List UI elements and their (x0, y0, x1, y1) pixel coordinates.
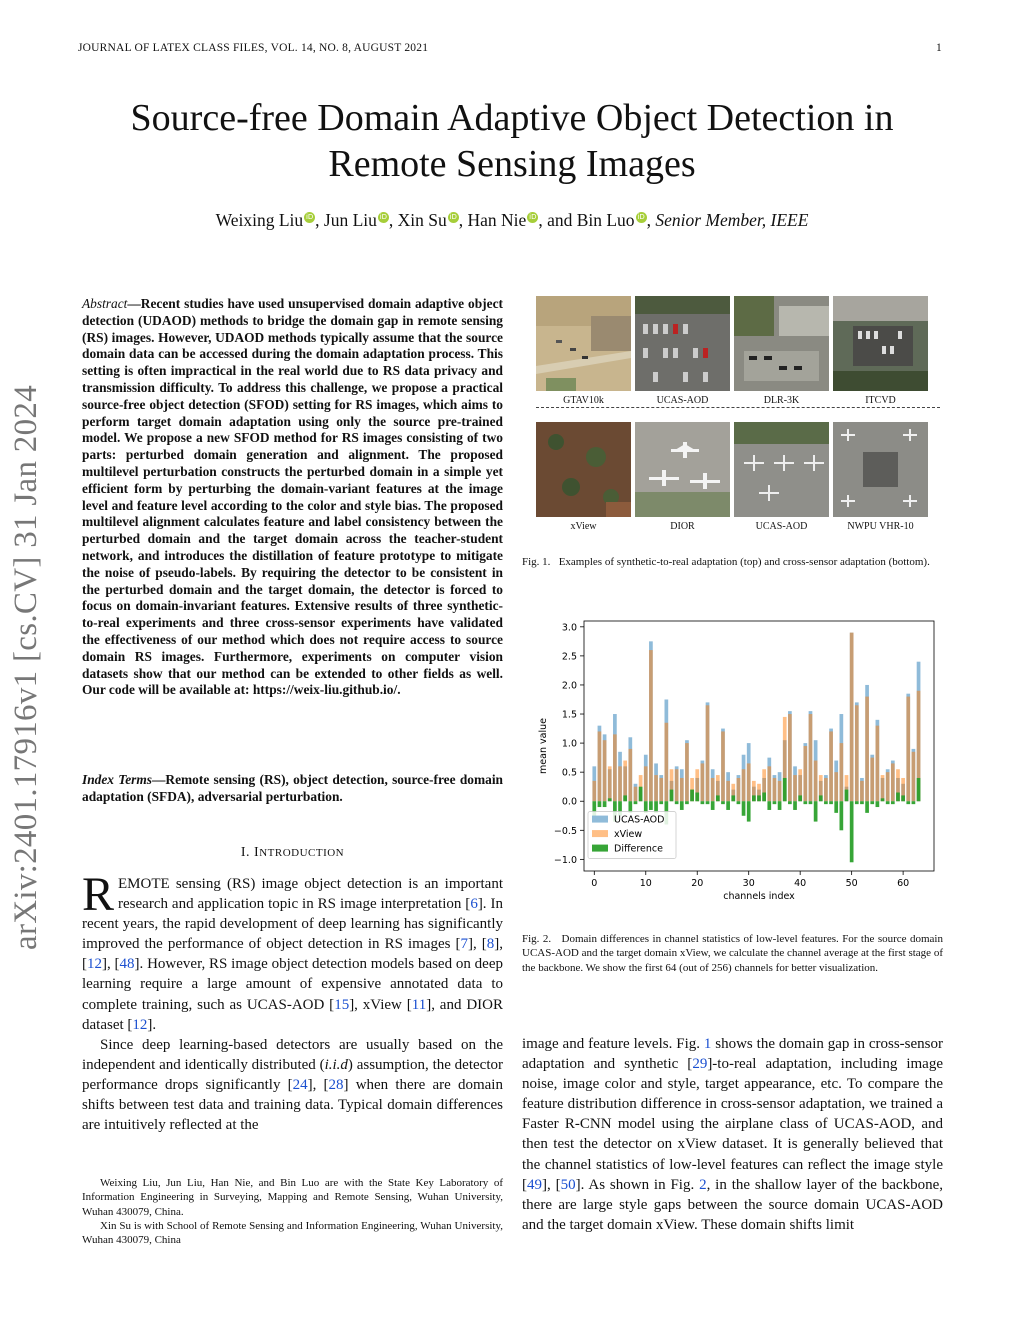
intro-paragraph-2 (82, 1035, 503, 1135)
y-tick-label: 2.5 (561, 651, 577, 663)
image-label: NWPU VHR-10 (847, 521, 914, 532)
legend-label: xView (614, 829, 643, 841)
bar-xview-53 (865, 697, 869, 802)
satellite-image-nwpu-vhr-10 (833, 422, 928, 517)
orcid-icon[interactable]: iD (637, 213, 645, 222)
text: ], [ (542, 1176, 561, 1193)
bar-xview-26 (726, 781, 730, 801)
bar-xview-21 (701, 763, 705, 801)
citation-link[interactable]: 24 (292, 1076, 308, 1093)
caption-text: Domain differences in channel statistics of low-level features. For the source domain UCAS-AOD and the target domain xView, we calculate the channel average at the first stage of the backbone. We show the first 64 (out of 256) channels for better visualization. (522, 933, 943, 974)
page-number: 1 (936, 42, 942, 54)
bar-difference-8 (634, 801, 638, 804)
bar-xview-0 (592, 781, 596, 801)
footnote (82, 1176, 503, 1247)
y-tick-label: 2.0 (561, 680, 577, 692)
bar-difference-49 (845, 790, 849, 802)
bar-difference-40 (798, 795, 802, 801)
bar-difference-18 (685, 801, 689, 804)
image-label: DIOR (670, 521, 695, 532)
orcid-icon[interactable]: iD (379, 213, 388, 222)
bar-difference-53 (865, 801, 869, 813)
footnote-affiliation-1: Weixing Liu, Jun Liu, Han Nie, and Bin Luo are with the State Key Laboratory of Information Engineering in Surveying, Mapping and Remote Sensing, Wuhan University, Wuhan 430079, China. (82, 1177, 503, 1218)
bar-difference-10 (644, 801, 648, 813)
bar-difference-61 (906, 801, 910, 804)
bar-difference-34 (767, 801, 771, 810)
bar-difference-15 (670, 790, 674, 802)
author-title: Senior Member, IEEE (655, 210, 809, 230)
bar-xview-55 (876, 726, 880, 802)
bar-difference-57 (886, 801, 890, 804)
bar-xview-35 (773, 778, 777, 801)
bar-difference-35 (773, 801, 777, 804)
text: EMOTE sensing (RS) image object detection is an important research and application topic in RS image interpretation [ (118, 876, 503, 913)
satellite-image-ucas-aod (635, 296, 730, 391)
abstract (82, 296, 503, 699)
index-terms (82, 772, 503, 806)
y-tick-label: 3.0 (561, 622, 577, 634)
author-name: Xin Su (397, 210, 447, 230)
bar-difference-44 (819, 795, 823, 801)
bar-difference-50 (850, 801, 854, 862)
bar-difference-21 (701, 801, 705, 804)
orcid-icon[interactable]: iD (449, 213, 457, 222)
bar-difference-26 (726, 801, 730, 810)
legend-swatch (592, 816, 608, 823)
text: ], [ (82, 936, 503, 973)
image-label: xView (570, 521, 597, 532)
bar-xview-39 (793, 775, 797, 801)
image-label: GTAV10k (563, 395, 604, 406)
text: , in the shallow layer of the backbone, there are large style gaps between the source domain UCAS-AOD and the target domain xView. These domain shifts limit (522, 1176, 943, 1233)
figure-1-caption (522, 555, 943, 569)
bar-difference-19 (690, 790, 694, 802)
satellite-image-dlr-3k (734, 296, 829, 391)
y-tick-label: −1.0 (553, 854, 577, 866)
image-label: UCAS-AOD (656, 395, 709, 406)
bar-difference-46 (829, 801, 833, 804)
orcid-icon[interactable]: iD (305, 213, 314, 222)
text: Since deep learning-based detectors are usually based on the independent and identically distributed ( (82, 1036, 503, 1073)
bar-difference-62 (912, 801, 916, 804)
y-tick-label: 0.0 (561, 796, 577, 808)
bar-xview-46 (829, 731, 833, 801)
bar-difference-38 (788, 801, 792, 804)
bar-difference-12 (654, 801, 658, 813)
right-column-body (522, 1034, 943, 1235)
bar-difference-47 (834, 801, 838, 813)
figure-link[interactable]: 1 (703, 1036, 712, 1052)
intro-paragraph-1 (82, 868, 503, 1035)
index-terms-label: Index Terms (82, 772, 153, 787)
bar-difference-55 (876, 801, 880, 807)
abstract-text: —Recent studies have used unsupervised domain adaptive object detection (UDAOD) methods to bridge the domain gap in remote sensing (RS) images. However, UDAOD methods typically assume that the source domain data can be accessed during the domain adaptation process. This setting is often impractical in the real world due to RS data privacy and transmission difficulty. To address this challenge, we propose a practical source-free object detection (SFOD) setting for RS images, which aims to perform target domain adaptation using only the source pre-trained model. We propose a new SFOD method for RS images consisting of two parts: perturbed domain generation and alignment. The proposed multilevel perturbation constructs the perturbed domain in a simple yet efficient form by perturbing the domain-variant features at the image level and feature level according to the color and style bias. The proposed multilevel alignment calculates feature and label consistency between the perturbed domain and the target domain across the teacher-student network, and introduces the distillation of feature prototype to mitigate the noise of pseudo-labels. By requiring the detector to be consistent in the perturbed domain and the target domain, the detector is forced to focus on domain-invariant features. Extensive results of three synthetic-to-real experiments and three cross-sensor experiments have validated the effectiveness of our method which does not require access to source domain RS images. Furthermore, experiments on computer vision datasets show that our method can be extended to other fields as well. Our code will be available at: https://weix-liu.github.io/. (82, 296, 503, 698)
x-tick-label: 60 (897, 878, 910, 889)
bar-xview-51 (855, 705, 859, 801)
caption-text: Examples of synthetic-to-real adaptation (top) and cross-sensor adaptation (bottom). (558, 556, 930, 568)
bar-difference-54 (870, 801, 874, 804)
bar-difference-51 (855, 801, 859, 804)
bar-difference-58 (891, 801, 895, 804)
citation-link[interactable]: 6 (470, 896, 478, 913)
bar-difference-13 (659, 801, 663, 804)
image-label: UCAS-AOD (755, 521, 808, 532)
running-head: JOURNAL OF LATEX CLASS FILES, VOL. 14, NO. 8, AUGUST 2021 (78, 42, 429, 54)
caption-label: Fig. 1. (522, 556, 551, 568)
citation-link[interactable]: 28 (328, 1076, 344, 1093)
bar-difference-7 (628, 801, 632, 813)
bar-difference-56 (881, 798, 885, 801)
footnote-affiliation-2: Xin Su is with School of Remote Sensing and Information Engineering, Wuhan University, Wuhan 430079, China (82, 1219, 503, 1247)
image-label: ITCVD (865, 395, 896, 406)
y-tick-label: 1.0 (561, 738, 577, 750)
author-name: Han Nie (467, 210, 527, 230)
figure-link[interactable]: 2 (699, 1176, 707, 1193)
image-label: DLR-3K (763, 395, 800, 406)
text: ], [ (307, 1076, 329, 1093)
channel-statistics-chart (522, 615, 943, 915)
bar-xview-28 (737, 778, 741, 801)
citation-link[interactable]: 8 (486, 936, 495, 953)
drop-cap: R (82, 868, 115, 921)
arxiv-identifier: arXiv:2401.17916v1 [cs.CV] 31 Jan 2024 (8, 384, 44, 950)
bar-xview-48 (840, 743, 844, 801)
citation-link[interactable]: 29 (692, 1056, 708, 1073)
bar-difference-36 (778, 801, 782, 810)
legend-swatch (592, 845, 608, 852)
x-tick-label: 50 (845, 878, 858, 889)
author-list: Weixing Liu iD , Jun Liu iD , Xin Su iD , Han Nie iD , and Bin Luo iD , Senior Member, IEEE (215, 210, 809, 230)
bar-difference-9 (639, 787, 643, 802)
citation-link[interactable]: 11 (411, 996, 427, 1013)
bar-xview-23 (711, 778, 715, 801)
text: shows the domain gap in cross-sensor adaptation and synthetic [ (522, 1036, 943, 1073)
text: ]. In recent years, the rapid development of deep learning has significantly improved the performance of object detection in RS images [ (82, 896, 503, 953)
bar-xview-13 (659, 778, 663, 801)
bar-difference-41 (803, 801, 807, 804)
text: image and feature levels. Fig. (522, 1036, 704, 1052)
x-tick-label: 0 (591, 878, 598, 889)
bar-difference-42 (809, 801, 813, 804)
citation-link[interactable]: 49 (527, 1176, 542, 1193)
satellite-image-ucas-aod-planes (734, 422, 829, 517)
bar-difference-37 (783, 778, 787, 801)
bar-difference-23 (711, 801, 715, 810)
figure-2-caption (522, 932, 943, 975)
bar-difference-20 (695, 793, 699, 802)
bar-difference-2 (603, 801, 607, 807)
bar-difference-45 (824, 801, 828, 804)
orcid-icon[interactable]: iD (529, 213, 537, 222)
author-name: Weixing Liu (215, 210, 304, 230)
text: ]-to-real adaptation, including image noise, image color and style, target appearance, etc. To compare the feature distribution difference in cross-sensor adaptation, we trained a Faster R-CNN model using the airplane class of UCAS-AOD, and then test the detector on xView dataset. It is generally believed that the channel statistics of low-level features can reflect the image style [ (522, 1056, 943, 1193)
section-number: I. (240, 845, 251, 860)
index-terms-text: —Remote sensing (RS), object detection, source-free domain adaptation (SFDA), adversarial perturbation. (82, 772, 503, 804)
text: ]. (147, 1016, 157, 1033)
citation-link[interactable]: 7 (460, 936, 468, 953)
bar-difference-33 (762, 793, 766, 802)
section-title-cap: I (254, 845, 260, 860)
bar-difference-11 (649, 801, 653, 810)
paragraph (522, 1034, 943, 1235)
bar-xview-50 (850, 633, 854, 802)
section-heading (82, 845, 503, 861)
bar-xview-18 (685, 743, 689, 801)
y-axis-label: mean value (538, 718, 549, 774)
bar-xview-16 (675, 769, 679, 801)
bar-xview-42 (809, 714, 813, 801)
bar-xview-1 (598, 731, 602, 801)
satellite-image-itcvd (833, 296, 928, 391)
bar-xview-47 (834, 772, 838, 801)
bar-xview-43 (814, 761, 818, 802)
bar-xview-56 (881, 775, 885, 801)
text: ]. However, RS image object detection models based on deep learning require a large amount of expensive annotated data to complete training, such as UCAS-AOD [ (82, 956, 503, 1013)
bar-xview-34 (767, 766, 771, 801)
bar-xview-14 (665, 723, 669, 801)
bar-difference-1 (598, 801, 602, 807)
legend-label: UCAS-AOD (614, 814, 665, 826)
bar-difference-59 (896, 793, 900, 802)
author-name: and Bin Luo (547, 210, 635, 230)
bar-xview-36 (778, 781, 782, 801)
legend-swatch (592, 830, 608, 837)
bar-xview-30 (747, 763, 751, 801)
x-tick-label: 20 (691, 878, 704, 889)
bar-xview-25 (721, 731, 725, 801)
bar-difference-39 (793, 801, 797, 810)
bar-difference-60 (901, 795, 905, 801)
y-tick-label: 0.5 (561, 767, 577, 779)
bar-xview-5 (618, 766, 622, 801)
bar-xview-29 (742, 769, 746, 801)
bar-xview-7 (628, 749, 632, 801)
intro-body (82, 868, 503, 1135)
figure-divider (536, 407, 940, 408)
bar-difference-29 (742, 801, 746, 816)
bar-xview-10 (644, 766, 648, 801)
y-tick-label: −0.5 (553, 825, 577, 837)
paper-title (80, 95, 944, 187)
bar-xview-38 (788, 714, 792, 801)
bar-xview-41 (803, 746, 807, 801)
bar-xview-61 (906, 697, 910, 802)
bar-xview-22 (706, 705, 710, 801)
bar-xview-8 (634, 787, 638, 802)
bar-xview-45 (824, 778, 828, 801)
section-title-rest: NTRODUCTION (259, 847, 345, 859)
x-axis-label: channels index (723, 891, 795, 902)
citation-link[interactable]: 12 (132, 1016, 148, 1033)
bar-difference-6 (623, 795, 627, 801)
bar-xview-62 (912, 752, 916, 801)
bar-difference-27 (731, 795, 735, 801)
bar-difference-48 (840, 801, 844, 830)
text: ], xView [ (349, 996, 412, 1013)
x-tick-label: 30 (742, 878, 755, 889)
x-tick-label: 40 (794, 878, 807, 889)
bar-difference-25 (721, 801, 725, 804)
citation-link[interactable]: 15 (334, 996, 350, 1013)
bar-difference-24 (716, 795, 720, 801)
legend-label: Difference (614, 843, 663, 855)
author-name: Jun Liu (323, 210, 377, 230)
bar-xview-11 (649, 650, 653, 801)
bar-xview-2 (603, 740, 607, 801)
bar-difference-28 (737, 801, 741, 804)
satellite-image-gtav10k (536, 296, 631, 391)
bar-difference-32 (757, 795, 761, 801)
caption-label: Fig. 2. (522, 933, 552, 945)
text: i.i.d (324, 1056, 348, 1073)
bar-difference-52 (860, 801, 864, 804)
bar-difference-16 (675, 801, 679, 804)
title-line-1: Source-free Domain Adaptive Object Detection in (130, 97, 894, 139)
y-tick-label: 1.5 (561, 709, 577, 721)
x-tick-label: 10 (639, 878, 652, 889)
text: ], and DIOR dataset [ (82, 996, 503, 1033)
bar-difference-63 (917, 778, 921, 801)
text: ], [ (467, 936, 487, 953)
bar-difference-3 (608, 798, 612, 801)
text: ], [ (102, 956, 120, 973)
bar-xview-6 (623, 761, 627, 802)
bar-xview-17 (680, 778, 684, 801)
bar-xview-58 (891, 763, 895, 801)
bar-difference-30 (747, 801, 751, 821)
citation-link[interactable]: 12 (87, 956, 102, 973)
bar-difference-17 (680, 801, 684, 810)
bar-xview-52 (860, 781, 864, 801)
text: ) assumption, the detector performance drops significantly [ (82, 1056, 503, 1093)
figure-1 (522, 290, 942, 540)
satellite-image-xview (536, 422, 631, 517)
bar-xview-4 (613, 734, 617, 801)
abstract-label: Abstract (82, 296, 128, 311)
bar-xview-12 (654, 775, 658, 801)
text: ]. As shown in Fig. (575, 1176, 700, 1193)
bar-xview-3 (608, 766, 612, 801)
bar-difference-43 (814, 801, 818, 821)
text: ] when there are domain shifts between test data and training data. Typical domain differences are intuitively reflected at the (82, 1076, 503, 1134)
bar-difference-31 (752, 795, 756, 801)
bar-xview-54 (870, 758, 874, 802)
title-line-2: Remote Sensing Images (328, 143, 696, 185)
citation-link[interactable]: 50 (560, 1176, 576, 1193)
bar-difference-22 (706, 801, 710, 804)
bar-xview-57 (886, 772, 890, 801)
satellite-image-dior (635, 422, 730, 517)
citation-link[interactable]: 48 (119, 956, 135, 973)
figure-2 (522, 615, 943, 915)
